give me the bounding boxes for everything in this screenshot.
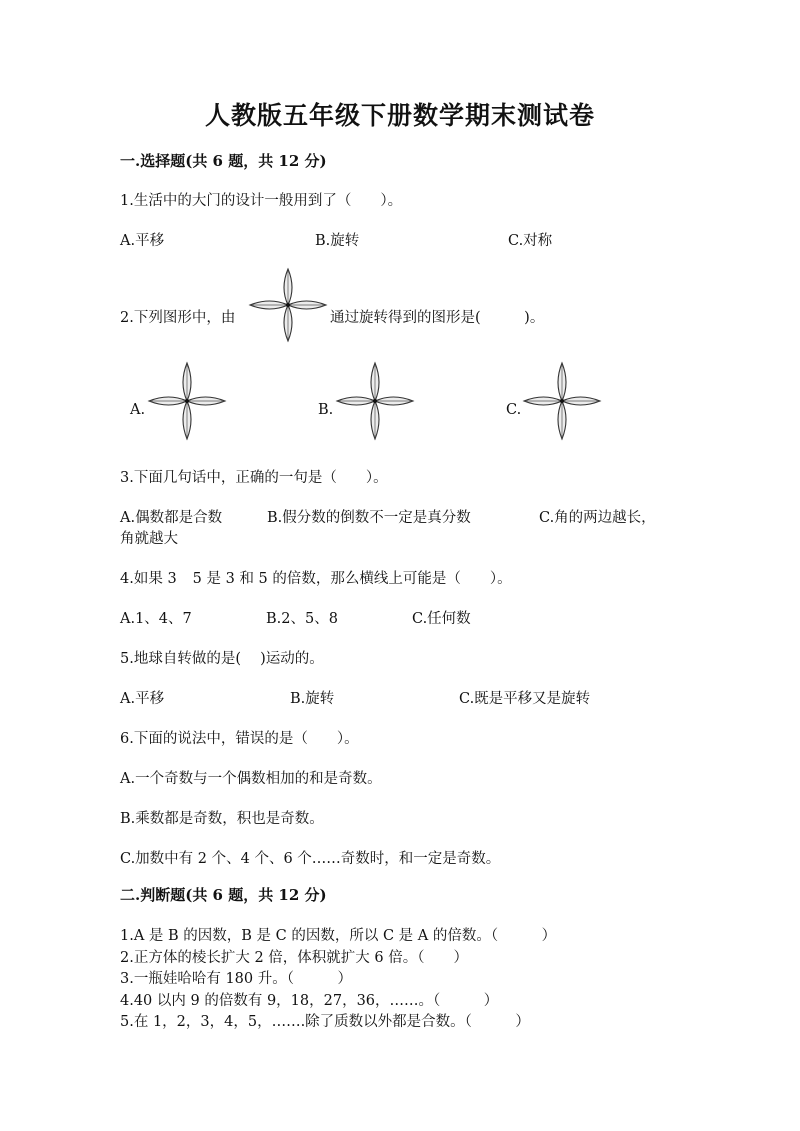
tf-item-5[interactable]: 5.在 1，2，3，4，5，…….除了质数以外都是合数。（ ） (120, 1014, 530, 1030)
q5-option-b[interactable]: B.旋转 (290, 691, 335, 707)
q2-stem-start: 2.下列图形中，由 (120, 310, 236, 326)
q3-option-a[interactable]: A.偶数都是合数 (120, 510, 223, 526)
option-b-flower-icon[interactable] (337, 362, 413, 440)
q3-option-c[interactable]: C.角的两边越长， (539, 510, 656, 526)
page-title: 人教版五年级下册数学期末测试卷 (204, 101, 595, 130)
tf-item-3[interactable]: 3.一瓶娃哈哈有 180 升。（ ） (120, 971, 352, 987)
q2-option-a[interactable]: A. (130, 402, 146, 418)
q6-stem: 6.下面的说法中，错误的是（ ）。 (120, 731, 359, 747)
section1-heading: 一.选择题(共 6 题，共 12 分) (120, 152, 327, 170)
q1-stem: 1.生活中的大门的设计一般用到了（ ）。 (120, 193, 403, 209)
option-a-flower-icon[interactable] (149, 362, 225, 440)
tf-item-4[interactable]: 4.40 以内 9 的倍数有 9，18，27，36，……。（ ） (120, 993, 499, 1009)
q4-stem (120, 567, 512, 588)
q1-option-c[interactable]: C.对称 (508, 233, 553, 249)
q1-option-b[interactable]: B.旋转 (315, 233, 360, 249)
q6-option-b[interactable]: B.乘数都是奇数，积也是奇数。 (120, 811, 324, 827)
q5-option-a[interactable]: A.平移 (120, 691, 165, 707)
tf-item-2[interactable]: 2.正方体的棱长扩大 2 倍，体积就扩大 6 倍。（ ） (120, 950, 468, 966)
q2-option-c[interactable]: C. (506, 402, 522, 418)
q5-option-c[interactable]: C.既是平移又是旋转 (459, 691, 591, 707)
q5-stem: 5.地球自转做的是( )运动的。 (120, 651, 324, 667)
q4-option-c[interactable]: C.任何数 (412, 611, 471, 627)
option-c-flower-icon[interactable] (524, 362, 600, 440)
source-flower-icon (250, 267, 326, 343)
q6-option-c[interactable]: C.加数中有 2 个、4 个、6 个……奇数时，和一定是奇数。 (120, 851, 501, 867)
q3-stem: 3.下面几句话中，正确的一句是（ ）。 (120, 470, 388, 486)
q2-stem-end: 通过旋转得到的图形是( )。 (330, 310, 545, 326)
q3-option-c-continued: 角就越大 (120, 531, 178, 547)
q1-option-a[interactable]: A.平移 (120, 233, 165, 249)
q4-stem-end: 5 是 3 和 5 的倍数，那么横线上可能是（ ）。 (192, 571, 512, 587)
q4-stem-start: 4.如果 3 (120, 571, 177, 587)
section2-heading: 二.判断题(共 6 题，共 12 分) (120, 886, 327, 904)
tf-item-1[interactable]: 1.A 是 B 的因数，B 是 C 的因数，所以 C 是 A 的倍数。（ ） (120, 928, 557, 944)
q4-option-b[interactable]: B.2、5、8 (266, 611, 338, 627)
q2-option-b[interactable]: B. (318, 402, 334, 418)
q3-option-b[interactable]: B.假分数的倒数不一定是真分数 (267, 510, 471, 526)
q4-option-a[interactable]: A.1、4、7 (120, 611, 192, 627)
q6-option-a[interactable]: A.一个奇数与一个偶数相加的和是奇数。 (120, 771, 382, 787)
